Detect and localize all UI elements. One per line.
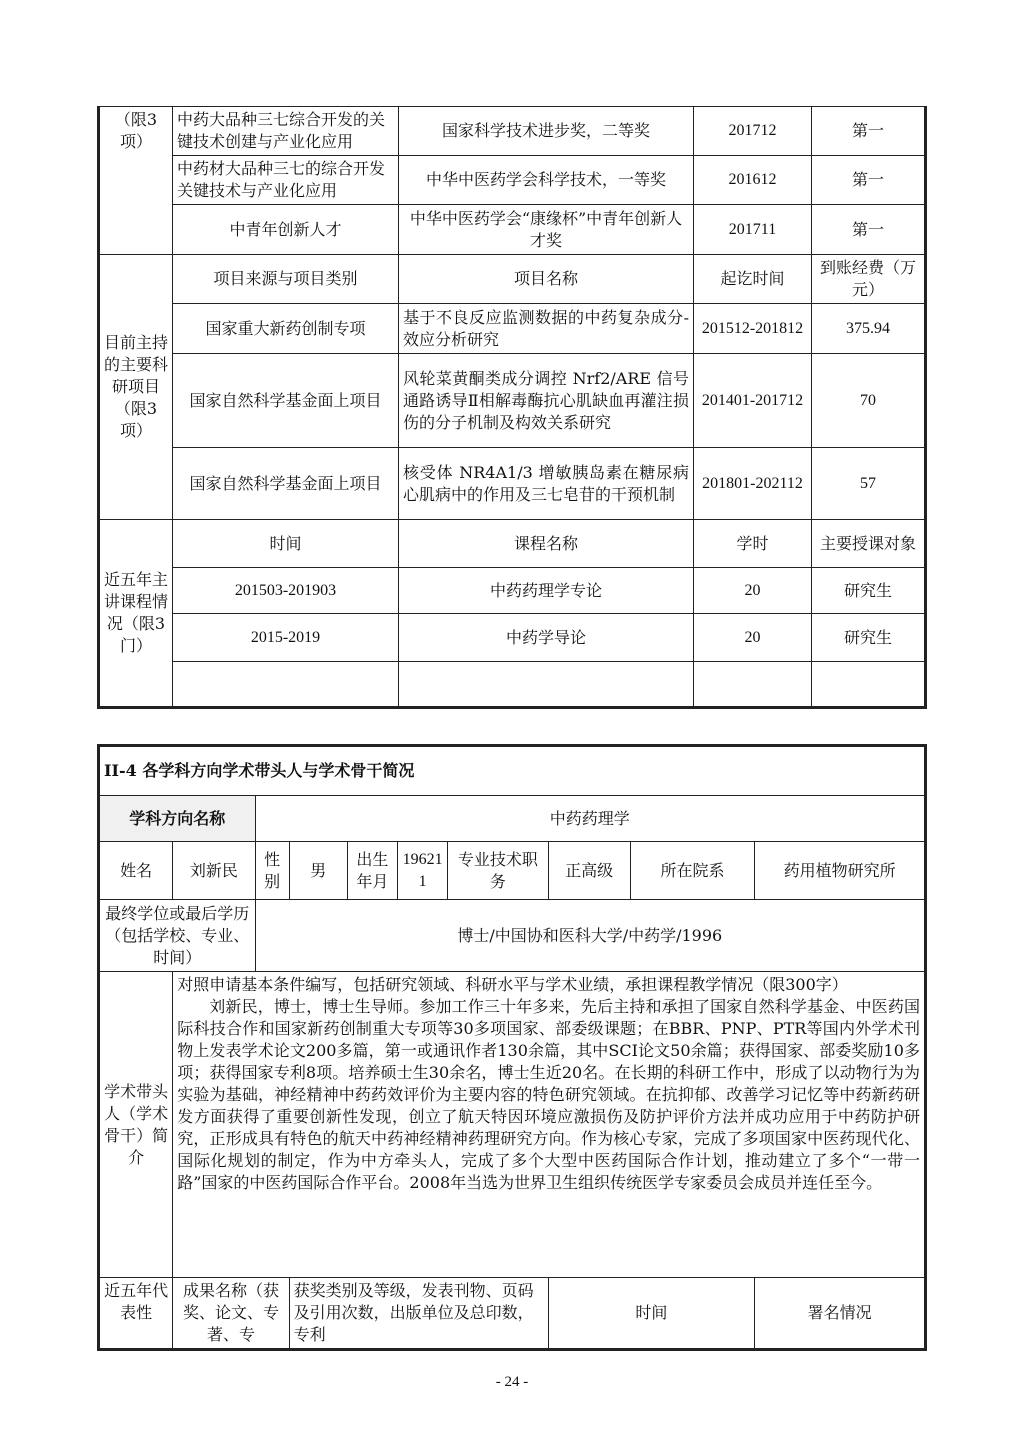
award-date: 201612 [694,156,812,205]
award-name: 中药材大品种三七的综合开发关键技术与产业化应用 [173,156,399,205]
academic-leader-table [97,744,927,1351]
intro-cell [173,972,926,1278]
courses-header-name: 课程名称 [399,520,694,568]
page-number: - 24 - [495,1374,529,1390]
course-audience: 研究生 [812,614,926,662]
intro-instruction: 对照申请基本条件编写，包括研究领域、科研水平与学术业绩，承担课程教学情况（限300字） [177,975,848,994]
course-period: 201503-201903 [173,568,399,614]
rep-header-category: 获奖类别及等级，发表刊物、页码及引用次数，出版单位及总印数，专利 [289,1278,548,1350]
project-name: 风轮菜黄酮类成分调控 Nrf2/ARE 信号通路诱导Ⅱ相解毒酶抗心肌缺血再灌注损伤的分子机制及构效关系研究 [399,354,694,448]
course-name: 中药学导论 [399,614,694,662]
project-funds: 70 [812,354,926,448]
rep-label: 近五年代表性 [99,1278,173,1350]
course-audience: 研究生 [812,568,926,614]
course-empty-cell [812,662,926,708]
project-name: 基于不良反应监测数据的中药复杂成分-效应分析研究 [399,304,694,354]
name-label: 姓名 [99,842,173,900]
course-name: 中药药理学专论 [399,568,694,614]
birth-value: 196211 [398,842,448,900]
rep-header-signature: 署名情况 [755,1278,926,1350]
project-period: 201512-201812 [694,304,812,354]
course-empty-cell [173,662,399,708]
award-rank: 第一 [812,156,926,205]
project-source: 国家自然科学基金面上项目 [173,354,399,448]
projects-section-label: 目前主持的主要科研项目（限3项） [99,255,173,520]
direction-value: 中药药理学 [255,796,925,842]
project-name: 核受体 NR4A1/3 增敏胰岛素在糖尿病心肌病中的作用及三七皂苷的干预机制 [399,448,694,520]
award-rank: 第一 [812,205,926,255]
project-source: 国家重大新药创制专项 [173,304,399,354]
dept-value: 药用植物研究所 [755,842,926,900]
projects-header-period: 起讫时间 [694,255,812,304]
rep-header-time: 时间 [548,1278,755,1350]
researcher-table-continued [97,106,927,709]
title-value: 正高级 [548,842,630,900]
award-category: 中华中医药学会科学技术，一等奖 [399,156,694,205]
projects-header-funds: 到账经费（万元） [812,255,926,304]
section-title: II-4 各学科方向学术带头人与学术骨干简况 [99,746,926,796]
birth-label: 出生年月 [347,842,397,900]
courses-header-audience: 主要授课对象 [812,520,926,568]
degree-label: 最终学位或最后学历（包括学校、专业、时间） [99,900,256,972]
course-empty-cell [399,662,694,708]
award-date: 201711 [694,205,812,255]
project-funds: 57 [812,448,926,520]
direction-label: 学科方向名称 [99,796,256,842]
projects-header-source: 项目来源与项目类别 [173,255,399,304]
courses-header-period: 时间 [173,520,399,568]
course-hours: 20 [694,568,812,614]
intro-text: 刘新民，博士，博士生导师。参加工作三十年多来，先后主持和承担了国家自然科学基金、中医药国际科技合作和国家新药创制重大专项等30多项国家、部委级课题；在BBR、PNP、PTR等国内外学术刊物上发表学术论文200多篇，第一或通讯作者130余篇，其中SCI论文50余篇；获得国家、部委奖励10多项；获得国家专利8项。培养硕士生30余名，博士生近20名。在长期的科研工作中，形成了以动物行为为实验为基础，神经精神中药药效评价为主要内容的特色研究领域。在抗抑郁、改善学习记忆等中药新药研发方面获得了重要创新性发现，创立了航天特因环境应激损伤及防护评价方法并成功应用于中药防护研究，正形成具有特色的航天中药神经精神药理研究方向。作为核心专家，完成了多项国家中医药现代化、国际化规划的制定，作为中方牵头人，完成了多个大型中医药国际合作计划，推动建立了多个“一带一路”国家的中医药国际合作平台。2008年当选为世界卫生组织传统医学专家委员会成员并连任至今。 [177,997,920,1192]
course-hours: 20 [694,614,812,662]
award-date: 201712 [694,107,812,156]
name-value: 刘新民 [173,842,255,900]
gender-label: 性别 [255,842,289,900]
award-category: 中华中医药学会“康缘杯”中青年创新人才奖 [399,205,694,255]
award-name: 中青年创新人才 [173,205,399,255]
title-label: 专业技术职务 [448,842,548,900]
degree-value: 博士/中国协和医科大学/中药学/1996 [255,900,925,972]
courses-header-hours: 学时 [694,520,812,568]
award-category: 国家科学技术进步奖，二等奖 [399,107,694,156]
award-rank: 第一 [812,107,926,156]
project-period: 201401-201712 [694,354,812,448]
rep-header-name: 成果名称（获奖、论文、专著、专 [173,1278,289,1350]
projects-header-name: 项目名称 [399,255,694,304]
course-empty-cell [694,662,812,708]
courses-section-label: 近五年主讲课程情况（限3门） [99,520,173,708]
project-period: 201801-202112 [694,448,812,520]
intro-label: 学术带头人（学术骨干）简介 [99,972,173,1278]
dept-label: 所在院系 [630,842,754,900]
project-funds: 375.94 [812,304,926,354]
awards-section-label: （限3项） [99,107,173,255]
award-name: 中药大品种三七综合开发的关键技术创建与产业化应用 [173,107,399,156]
course-period: 2015-2019 [173,614,399,662]
gender-value: 男 [289,842,347,900]
project-source: 国家自然科学基金面上项目 [173,448,399,520]
